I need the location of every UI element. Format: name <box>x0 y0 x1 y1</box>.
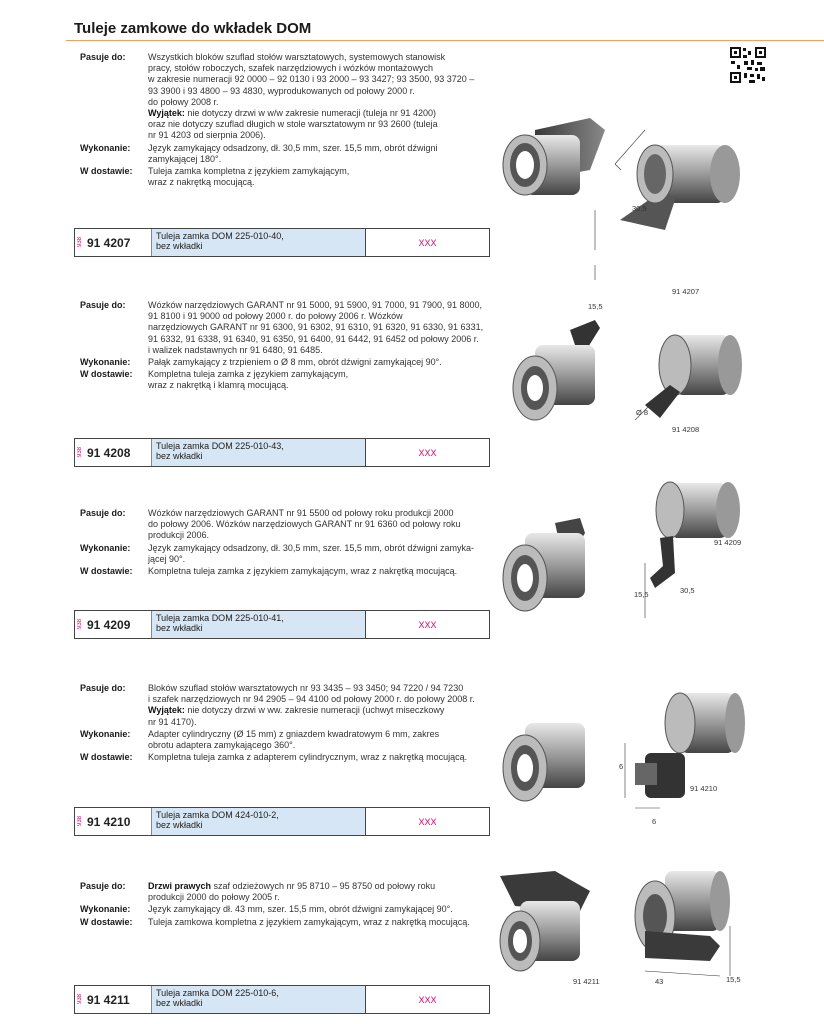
article-number: 91 4210 <box>87 814 131 829</box>
description-line: bez wkładki <box>156 998 203 1008</box>
description-line: Tuleja zamka DOM 225-010-40, <box>156 231 284 241</box>
spec-row <box>80 881 500 903</box>
order-row <box>74 438 490 467</box>
spec-label: Wykonanie: <box>80 904 131 915</box>
catalog-tab-label: 938 <box>77 994 83 1005</box>
price-cell: XXX <box>365 986 489 1013</box>
spec-list <box>80 300 500 393</box>
spec-line: Adapter cylindryczny (Ø 15 mm) z gniazdem kwadratowym 6 mm, zakres <box>148 728 440 739</box>
spec-text <box>148 369 500 391</box>
spec-line: Wózków narzędziowych GARANT nr 91 5500 od połowy roku produkcji 2000 <box>148 508 454 518</box>
spec-line: Wózków narzędziowych GARANT nr 91 5000, 91 5900, 91 7000, 91 7900, 91 8000, <box>148 300 483 310</box>
spec-line: pracy, stołów roboczych, szafek narzędziowych i wózków montażowych <box>148 63 433 74</box>
description-line: Tuleja zamka DOM 225-010-41, <box>156 613 284 623</box>
catalog-tab <box>75 986 85 1013</box>
spec-line: nie dotyczy drzwi w ww. zakresie numeracji (uchwyt miseczkowy <box>184 705 445 716</box>
spec-row <box>80 300 500 356</box>
spec-row <box>80 143 500 165</box>
article-description <box>151 229 365 256</box>
spec-text <box>148 300 500 356</box>
spec-line: Język zamykający odsadzony, dł. 30,5 mm, szer. 15,5 mm, obrót dźwigni zamyka- <box>148 542 474 553</box>
page-title: Tuleje zamkowe do wkładek DOM <box>74 20 312 37</box>
catalog-tab <box>75 439 85 466</box>
spec-line: jącej 90°. <box>148 553 186 564</box>
spec-line: 91 8100 i 91 9000 od połowy 2000 r. do połowy 2006 r. Wózków <box>148 311 403 322</box>
spec-label: W dostawie: <box>80 916 133 927</box>
spec-line: 93 3900 i 93 4800 – 93 4830, wyprodukowanych od połowy 2000 r. <box>148 85 415 96</box>
spec-row <box>80 543 500 565</box>
description-line: bez wkładki <box>156 451 203 461</box>
part-number-label: 91 4208 <box>672 425 700 434</box>
lock-housing-illustration <box>495 866 795 986</box>
spec-label: Pasuje do: <box>80 881 126 891</box>
spec-label: Pasuje do: <box>80 508 126 518</box>
description-line: bez wkładki <box>156 820 203 830</box>
spec-line: i walizek nadstawnych nr 91 6480, 91 6485. <box>148 344 323 355</box>
spec-line: Pałąk zamykający z trzpieniem o Ø 8 mm, obrót dźwigni zamykającej 90°. <box>148 357 442 368</box>
spec-line: w zakresie numeracji 92 0000 – 92 0130 i 93 2000 – 93 3427; 93 3500, 93 3720 – <box>148 74 475 85</box>
spec-row <box>80 566 500 577</box>
spec-label: Wykonanie: <box>80 142 131 153</box>
spec-line: nie dotyczy drzwi w w/w zakresie numeracji (tuleja nr 91 4200) <box>184 108 436 119</box>
spec-line: Kompletna tuleja zamka z językiem zamykającym, <box>148 369 349 380</box>
price-cell: XXX <box>365 439 489 466</box>
spec-row <box>80 369 500 391</box>
catalog-tab-label: 938 <box>77 447 83 458</box>
spec-line: zamykającej 180°. <box>148 153 222 164</box>
title-rule <box>66 40 824 41</box>
article-description <box>151 611 365 638</box>
part-number-label: 91 4209 <box>714 538 742 547</box>
spec-row <box>80 917 500 928</box>
spec-label: Wykonanie: <box>80 728 131 739</box>
spec-text <box>148 357 500 368</box>
spec-text <box>148 566 500 577</box>
part-number-label: 91 4211 <box>573 977 600 986</box>
dimension-label: 30,5 <box>632 204 647 213</box>
dimension-label: 6 <box>619 762 624 771</box>
spec-text <box>148 752 500 763</box>
spec-label: Pasuje do: <box>80 52 126 62</box>
dimension-label: 15,5 <box>634 590 649 599</box>
spec-list <box>80 52 500 189</box>
spec-line: Język zamykający odsadzony, dł. 30,5 mm, szer. 15,5 mm, obrót dźwigni <box>148 142 438 153</box>
spec-line: Wszystkich bloków szuflad stołów warsztatowych, systemowych stanowisk <box>148 52 446 62</box>
spec-label: W dostawie: <box>80 752 133 763</box>
dimension-label: 15,5 <box>726 975 741 984</box>
spec-line: Tuleja zamka kompletna z językiem zamykającym, <box>148 166 350 177</box>
article-number: 91 4207 <box>87 235 131 250</box>
spec-list <box>80 683 500 764</box>
article-number: 91 4211 <box>87 992 130 1007</box>
spec-line: Kompletna tuleja zamka z językiem zamykającym, wraz z nakrętką mocującą. <box>148 566 458 577</box>
spec-row <box>80 904 500 915</box>
article-number: 91 4208 <box>87 445 131 460</box>
spec-line <box>148 108 500 119</box>
spec-line: Kompletna tuleja zamka z adapterem cylindrycznym, wraz z nakrętką mocującą. <box>148 752 468 763</box>
spec-row <box>80 357 500 368</box>
spec-text <box>148 143 500 165</box>
description-line: Tuleja zamka DOM 424-010-2, <box>156 810 279 820</box>
lock-housing-illustration <box>495 683 795 833</box>
spec-text <box>148 52 500 142</box>
catalog-tab <box>75 808 85 835</box>
article-description <box>151 439 365 466</box>
spec-line: do połowy 2008 r. <box>148 96 219 107</box>
order-row <box>74 610 490 639</box>
spec-line: Tuleja zamkowa kompletna z językiem zamykającym, wraz z nakrętką mocującą. <box>148 916 470 927</box>
catalog-tab-label: 938 <box>77 816 83 827</box>
spec-line: produkcji 2000 do połowy 2005 r. <box>148 892 280 903</box>
spec-label: W dostawie: <box>80 166 133 177</box>
part-number-label: 91 4207 <box>672 287 700 296</box>
spec-row <box>80 683 500 728</box>
spec-label: Wykonanie: <box>80 542 131 553</box>
description-line: bez wkładki <box>156 623 203 633</box>
spec-line <box>148 705 500 716</box>
spec-line: Język zamykający dł. 43 mm, szer. 15,5 mm, obrót dźwigni zamykającej 90°. <box>148 904 453 915</box>
spec-line: obrotu adaptera zamykającego 360°. <box>148 740 296 751</box>
spec-line: oraz nie dotyczy szuflad długich w stole warsztatowym nr 93 2600 (tuleja <box>148 119 438 130</box>
spec-label: Pasuje do: <box>80 683 126 693</box>
price-cell: XXX <box>365 229 489 256</box>
spec-label: Wykonanie: <box>80 357 131 368</box>
spec-text <box>148 508 500 542</box>
order-row <box>74 807 490 836</box>
dimension-label: Ø 8 <box>636 408 649 417</box>
article-number: 91 4209 <box>87 617 131 632</box>
spec-line: nr 91 4203 od sierpnia 2006). <box>148 130 266 141</box>
spec-row <box>80 52 500 142</box>
spec-text <box>148 543 500 565</box>
description-line: Tuleja zamka DOM 225-010-6, <box>156 988 279 998</box>
spec-text <box>148 683 500 728</box>
spec-line: 91 6332, 91 6338, 91 6340, 91 6350, 91 6400, 91 6442, 91 6452 od połowy 2006 r. <box>148 333 479 344</box>
catalog-tab-label: 938 <box>77 619 83 630</box>
spec-label: Pasuje do: <box>80 300 126 310</box>
spec-text <box>148 881 500 903</box>
dimension-label: 6 <box>652 817 657 826</box>
description-line: Tuleja zamka DOM 225-010-43, <box>156 441 284 451</box>
spec-text <box>148 166 500 188</box>
order-row <box>74 985 490 1014</box>
spec-list <box>80 508 500 578</box>
spec-line: i szafek narzędziowych nr 94 2905 – 94 4100 od połowy 2000 r. do połowy 2008 r. <box>148 694 475 705</box>
qr-code-icon <box>729 46 767 84</box>
catalog-tab <box>75 229 85 256</box>
price-cell: XXX <box>365 808 489 835</box>
spec-row <box>80 166 500 188</box>
lock-housing-illustration <box>495 110 795 290</box>
spec-line: wraz z nakrętką i klamrą mocującą. <box>148 380 289 391</box>
spec-row <box>80 729 500 751</box>
exception-label: Wyjątek: <box>148 705 185 716</box>
article-description <box>151 808 365 835</box>
spec-label: W dostawie: <box>80 369 133 380</box>
lock-housing-illustration <box>495 478 795 628</box>
spec-line: Bloków szuflad stołów warsztatowych nr 93 3435 – 93 3450; 94 7220 / 94 7230 <box>148 683 464 693</box>
spec-line: narzędziowych GARANT nr 91 6300, 91 6302, 91 6310, 91 6320, 91 6330, 91 6331, <box>148 322 484 333</box>
spec-row <box>80 508 500 542</box>
catalog-tab-label: 938 <box>77 237 83 248</box>
exception-label: Wyjątek: <box>148 108 185 119</box>
dimension-label: 15,5 <box>588 302 603 311</box>
part-number-label: 91 4210 <box>690 784 718 793</box>
spec-text <box>148 917 500 928</box>
emphasis-label: Drzwi prawych <box>148 881 212 891</box>
dimension-label: 30,5 <box>680 586 695 595</box>
dimension-label: 43 <box>655 977 664 986</box>
spec-line: nr 91 4170). <box>148 716 197 727</box>
description-line: bez wkładki <box>156 241 203 251</box>
spec-line: do połowy 2006. Wózków narzędziowych GARANT nr 91 6360 od połowy roku <box>148 519 461 530</box>
spec-line: wraz z nakrętką mocującą. <box>148 177 255 188</box>
spec-text <box>148 729 500 751</box>
spec-text <box>148 904 500 915</box>
spec-line: szaf odzieżowych nr 95 8710 – 95 8750 od połowy roku <box>211 881 436 891</box>
spec-row <box>80 752 500 763</box>
catalog-tab <box>75 611 85 638</box>
spec-line: produkcji 2006. <box>148 530 210 541</box>
lock-housing-illustration <box>495 310 795 450</box>
spec-label: W dostawie: <box>80 566 133 577</box>
spec-line <box>148 881 500 892</box>
spec-list <box>80 881 500 929</box>
order-row <box>74 228 490 257</box>
article-description <box>151 986 365 1013</box>
price-cell: XXX <box>365 611 489 638</box>
